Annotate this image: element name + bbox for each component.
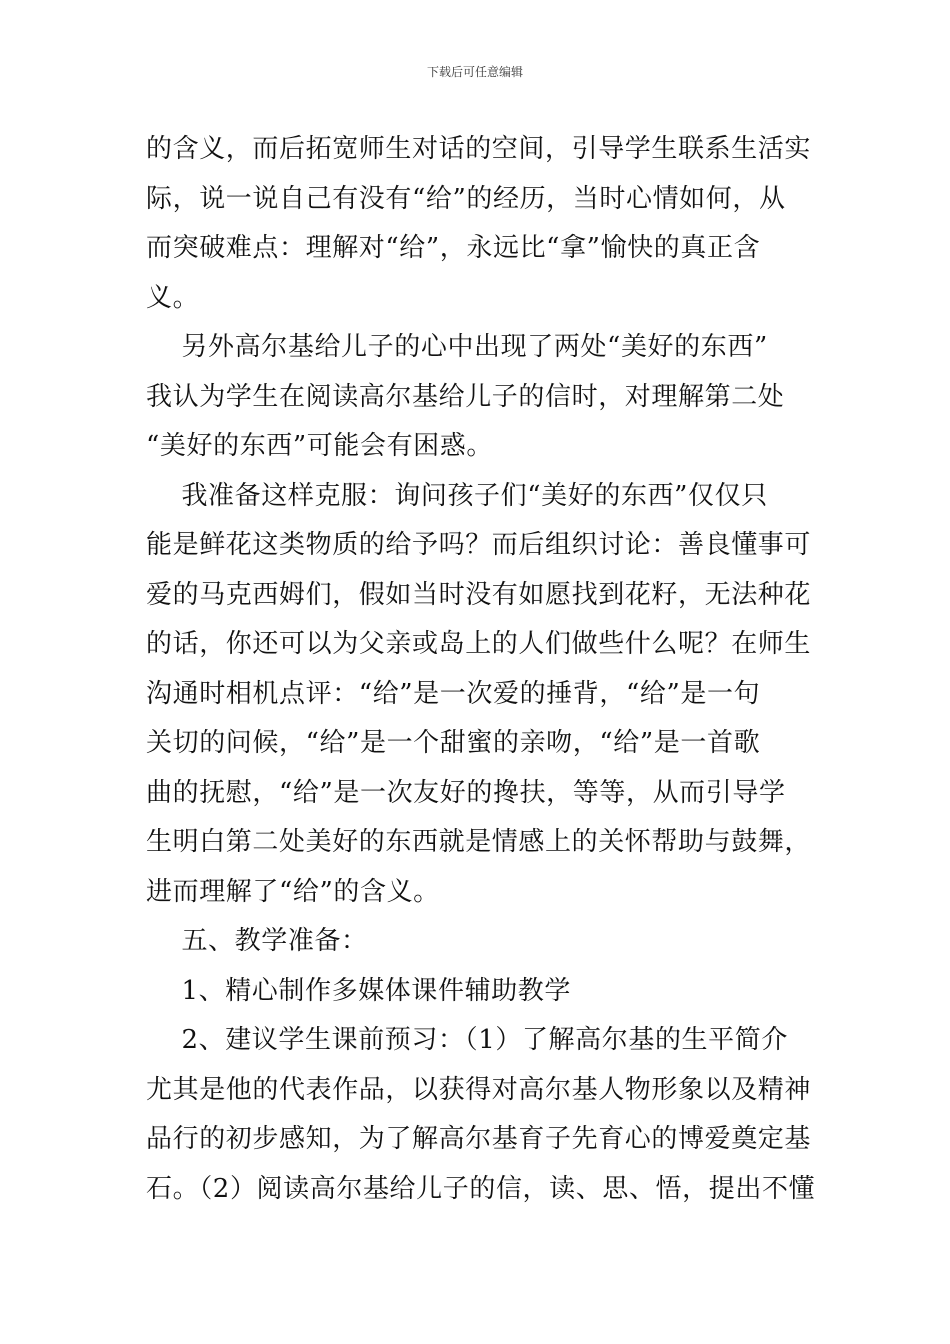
text-line: 义。 — [146, 282, 200, 313]
text-line: 石。（2）阅读高尔基给儿子的信，读、思、悟，提出不懂 — [146, 1173, 816, 1204]
page-header: 下载后可任意编辑 — [426, 65, 523, 79]
text-line: “美好的东西”可能会有困惑。 — [146, 431, 493, 461]
document-body — [146, 125, 836, 1214]
text-line: 2、建议学生课前预习：（1）了解高尔基的生平简介 — [146, 1025, 788, 1055]
text-line: 的含义，而后拓宽师生对话的空间，引导学生联系生活实 — [146, 134, 812, 164]
text-line: 生明白第二处美好的东西就是情感上的关怀帮助与鼓舞， — [146, 827, 812, 857]
text-line: 我准备这样克服：询问孩子们“美好的东西”仅仅只 — [146, 480, 768, 511]
text-line: 另外高尔基给儿子的心中出现了两处“美好的东西” — [146, 332, 768, 362]
text-line: 曲的抚慰，“给”是一次友好的搀扶，等等，从而引导学 — [146, 777, 786, 808]
text-line: 进而理解了“给”的含义。 — [146, 876, 440, 907]
text-line: 我认为学生在阅读高尔基给儿子的信时，对理解第二处 — [146, 381, 785, 412]
text-line: 爱的马克西姆们，假如当时没有如愿找到花籽，无法种花 — [146, 579, 812, 610]
text-line: 际，说一说自己有没有“给”的经历，当时心情如何，从 — [146, 183, 786, 214]
text-line: 1、精心制作多媒体课件辅助教学 — [146, 975, 572, 1006]
text-line: 而突破难点：理解对“给”，永远比“拿”愉快的真正含 — [146, 233, 761, 263]
text-line: 五、教学准备： — [146, 926, 368, 956]
text-line: 沟通时相机点评：“给”是一次爱的捶背，“给”是一句 — [146, 678, 761, 709]
text-line: 能是鲜花这类物质的给予吗？而后组织讨论：善良懂事可 — [146, 530, 812, 560]
text-line: 关切的问候，“给”是一个甜蜜的亲吻，“给”是一首歌 — [146, 728, 761, 758]
text-line: 的话，你还可以为父亲或岛上的人们做些什么呢？在师生 — [146, 629, 812, 659]
text-line: 品行的初步感知，为了解高尔基育子先育心的博爱奠定基 — [146, 1124, 812, 1154]
text-line: 尤其是他的代表作品，以获得对高尔基人物形象以及精神 — [146, 1074, 812, 1105]
